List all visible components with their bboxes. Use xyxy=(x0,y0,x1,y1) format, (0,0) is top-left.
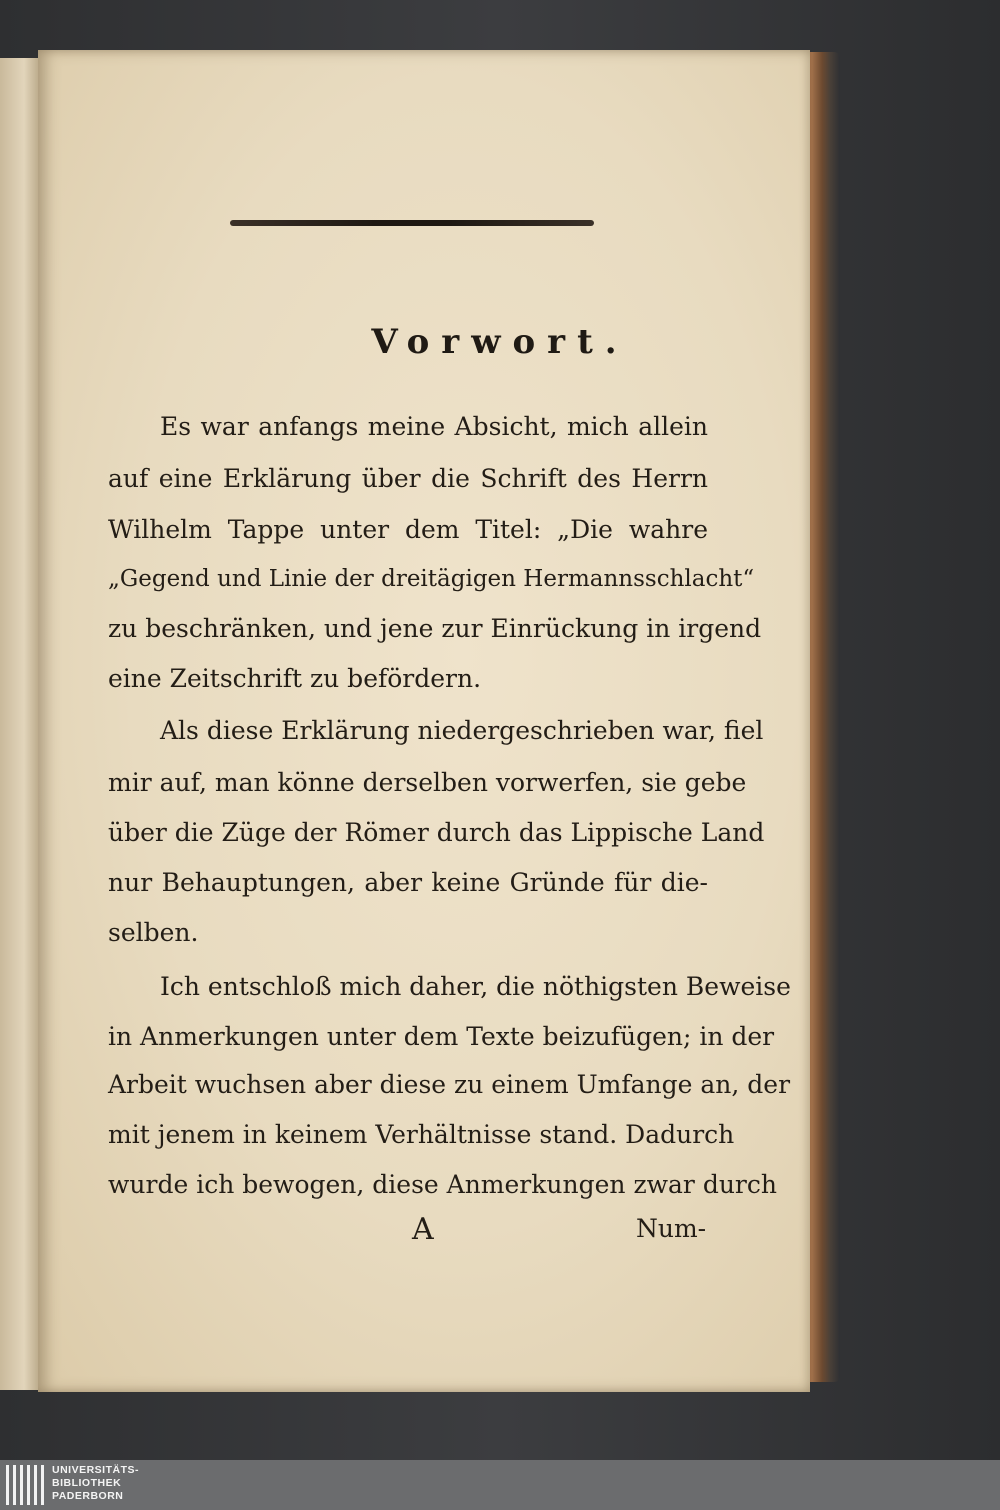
text-line: in Anmerkungen unter dem Texte beizufügen; in der xyxy=(108,1022,775,1051)
signature-mark: A xyxy=(412,1212,434,1247)
text-line: Ich entschloß mich daher, die nöthigsten Beweise xyxy=(160,972,791,1001)
decorative-rule xyxy=(230,220,594,226)
logo-line: UNIVERSITÄTS- xyxy=(52,1464,140,1476)
text-line: mir auf, man könne derselben vorwerfen, sie gebe xyxy=(108,768,747,797)
catchword: Num- xyxy=(636,1214,707,1243)
page-title: Vorwort. xyxy=(371,322,629,362)
text-line: Arbeit wuchsen aber diese zu einem Umfange an, der xyxy=(108,1070,791,1099)
text-line: wurde ich bewogen, diese Anmerkungen zwar durch xyxy=(108,1170,777,1199)
logo-line: BIBLIOTHEK xyxy=(52,1477,122,1489)
text-line: Als diese Erklärung niedergeschrieben war, fiel xyxy=(160,716,764,745)
text-line: Wilhelm Tappe unter dem Titel: „Die wahre xyxy=(108,515,708,544)
text-line: „Gegend und Linie der dreitägigen Hermannsschlacht“ xyxy=(108,566,755,592)
logo-line: PADERBORN xyxy=(52,1490,124,1502)
text-line: auf eine Erklärung über die Schrift des Herrn xyxy=(108,464,708,493)
footer-banner xyxy=(0,1460,1000,1510)
library-logo-text xyxy=(52,1464,139,1503)
text-line: eine Zeitschrift zu befördern. xyxy=(108,664,482,693)
text-line: mit jenem in keinem Verhältnisse stand. Dadurch xyxy=(108,1120,735,1149)
text-line: zu beschränken, und jene zur Einrückung in irgend xyxy=(108,614,762,643)
text-line: nur Behauptungen, aber keine Gründe für die- xyxy=(108,868,708,897)
facing-page-edge xyxy=(0,58,42,1390)
text-line: Es war anfangs meine Absicht, mich allein xyxy=(160,412,708,441)
text-line: über die Züge der Römer durch das Lippische Land xyxy=(108,818,765,847)
text-line: selben. xyxy=(108,918,199,947)
library-logo-icon xyxy=(6,1465,46,1505)
